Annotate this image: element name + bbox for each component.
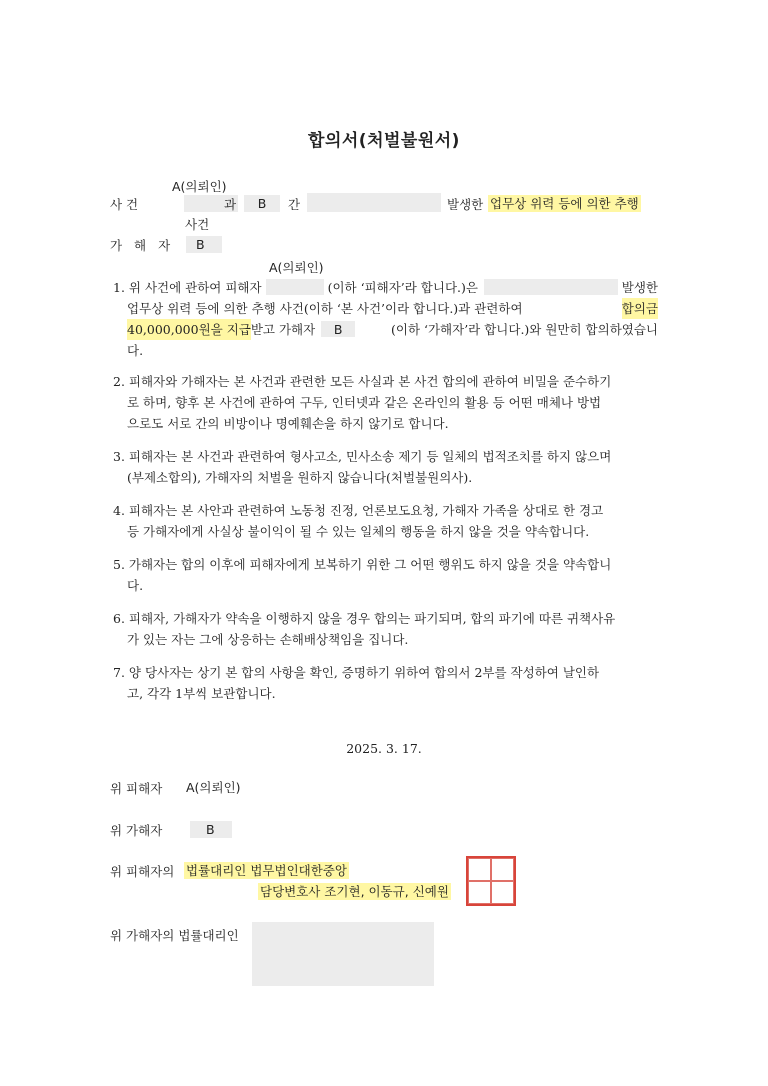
- clause-line: 고, 각각 1부씩 보관합니다.: [127, 686, 276, 701]
- offender-sign-label: 위 가해자: [110, 823, 163, 838]
- offender-box: B: [321, 321, 355, 337]
- redacted-box: [307, 193, 441, 212]
- clause-7: [113, 662, 658, 704]
- clause-2: [113, 371, 658, 434]
- document-date: 2025. 3. 17.: [346, 741, 422, 756]
- clause-1-line: [113, 298, 658, 319]
- case-label-text: 사 건: [110, 197, 139, 212]
- clause-line: (부제소합의), 가해자의 처벌을 원하지 않습니다(처벌불원의사).: [127, 470, 473, 485]
- settlement-highlight: 합의금: [622, 298, 658, 319]
- clause-1-line: [113, 340, 658, 361]
- clause-5: [113, 554, 658, 596]
- clause-3: [113, 446, 658, 488]
- clause-line: 3. 피해자는 본 사건과 관련하여 형사고소, 민사소송 제기 등 일체의 법적조치를 하지 않으며: [113, 449, 612, 464]
- clause-line: 가 있는 자는 그에 상응하는 손해배상책임을 집니다.: [127, 632, 409, 647]
- sageon-text: 사건: [185, 217, 210, 232]
- party-b-box: B: [244, 195, 280, 212]
- clause-line: 으로도 서로 간의 비방이나 명예훼손을 하지 않기로 합니다.: [127, 416, 449, 431]
- clause-text: 발생한: [621, 280, 658, 295]
- clause-line: 7. 양 당사자는 상기 본 합의 사항을 확인, 증명하기 위하여 합의서 2부를 작성하여 날인하: [113, 665, 600, 680]
- settlement-amount-highlight: 40,000,000원을 지급: [127, 319, 251, 340]
- clause-line: 2. 피해자와 가해자는 본 사건과 관련한 모든 사실과 본 사건 합의에 관하여 비밀을 준수하기: [113, 374, 612, 389]
- victim-rep-firm: 법률대리인 법무법인대한중앙: [186, 863, 347, 878]
- redacted-box: [484, 279, 618, 295]
- clause-1-line: [113, 319, 658, 340]
- clause-1-line: [113, 277, 658, 298]
- victim-rep-lawyers: 담당변호사 조기현, 이동규, 신예원: [260, 884, 449, 899]
- clause-4: [113, 500, 658, 542]
- offender-label: 가 해 자: [110, 238, 175, 253]
- clause-text: 1. 위 사건에 관하여 피해자: [113, 280, 262, 295]
- clause-line: 등 가해자에게 사실상 불이익이 될 수 있는 일체의 행동을 하지 않을 것을 약속합니다.: [127, 524, 590, 539]
- offender-rep-label: 위 가해자의 법률대리인: [110, 928, 239, 943]
- occurred-text: 발생한: [447, 197, 484, 212]
- gwa-text: 과: [224, 197, 237, 212]
- clause-6: [113, 608, 658, 650]
- clause-text: 업무상 위력 등에 의한 추행 사건(이하 ‘본 사건’이라 합니다.)과 관련하여: [127, 301, 523, 316]
- clause-line: 로 하며, 향후 본 사건에 관하여 구두, 인터넷과 같은 온라인의 활용 등 어떤 매체나 방법: [127, 395, 602, 410]
- document-title: 합의서(처벌불원서): [308, 131, 460, 151]
- law-firm-seal-icon: [466, 856, 516, 906]
- clause-text: (이하 ‘피해자’라 합니다.)은: [327, 280, 478, 295]
- clause-1: [113, 277, 658, 361]
- case-label: [110, 196, 172, 213]
- clause-line: 6. 피해자, 가해자가 약속을 이행하지 않을 경우 합의는 파기되며, 합의 파기에 따른 귀책사유: [113, 611, 616, 626]
- party-a-label: A(의뢰인): [172, 179, 227, 194]
- victim-label: 위 피해자: [110, 781, 163, 796]
- victim-rep-label: 위 피해자의: [110, 864, 175, 879]
- clause-line: 4. 피해자는 본 사안과 관련하여 노동청 진정, 언론보도요청, 가해자 가족을 상대로 한 경고: [113, 503, 604, 518]
- clause-line: 5. 가해자는 합의 이후에 피해자에게 보복하기 위한 그 어떤 행위도 하지 않을 것을 약속합니: [113, 557, 612, 572]
- offender-sign-box: B: [190, 821, 232, 838]
- victim-name-label: A(의뢰인): [269, 260, 324, 275]
- clause-text: (이하 ‘가해자’라 합니다.)와 원만히 합의하였습니: [391, 322, 658, 337]
- clause-line: 다.: [127, 578, 144, 593]
- offender-box: B: [186, 236, 222, 253]
- redacted-box: [252, 922, 434, 986]
- victim-name: A(의뢰인): [186, 780, 241, 795]
- clause-text: 받고 가해자: [250, 322, 316, 337]
- clause-text: 다.: [127, 343, 144, 358]
- case-name-highlight: 업무상 위력 등에 의한 추행: [490, 196, 639, 211]
- redacted-box: [266, 279, 324, 295]
- gan-text: 간: [288, 197, 301, 212]
